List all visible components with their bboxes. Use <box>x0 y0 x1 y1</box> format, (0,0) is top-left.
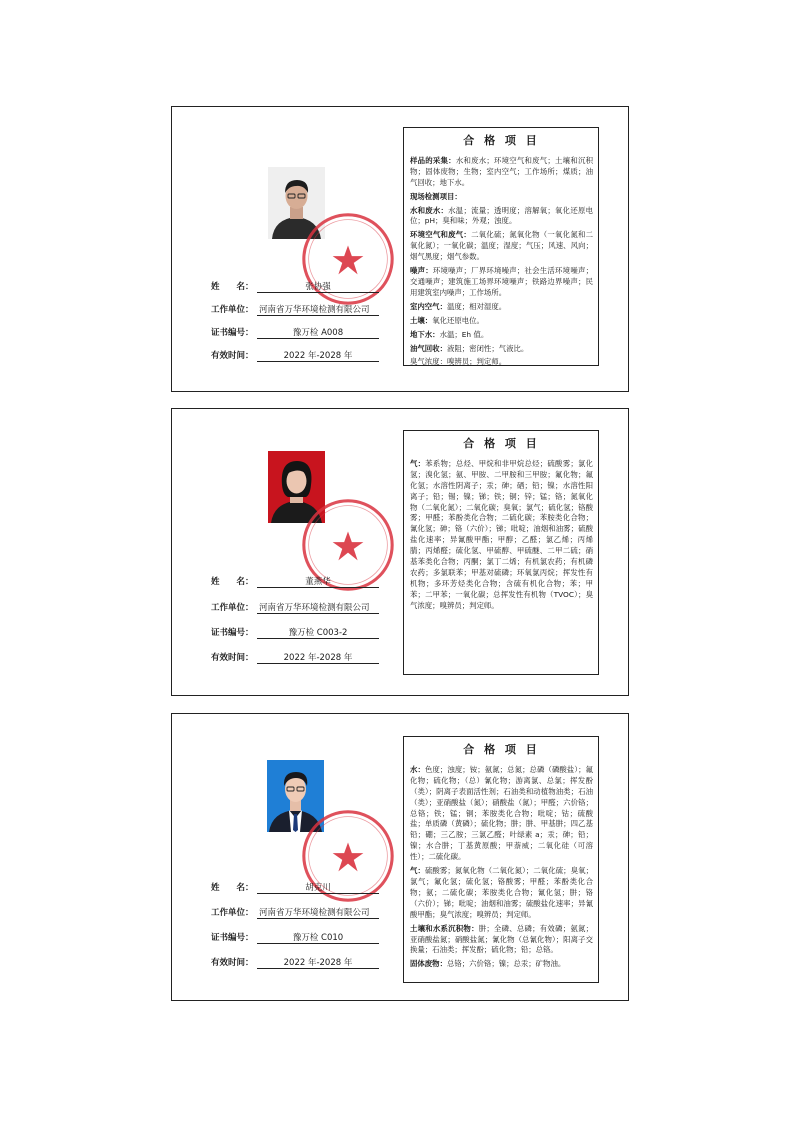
valid-label: 有效时间： <box>211 653 254 663</box>
item-entry: 固体废物：总铬；六价铬；镍；总汞；矿物油。 <box>410 959 566 969</box>
cert-value: 豫万检 A008 <box>257 326 379 339</box>
cert-field <box>211 931 344 943</box>
valid-value: 2022 年-2028 年 <box>257 349 379 362</box>
item-entry: 土壤：氧化还原电位。 <box>410 315 484 325</box>
name-field <box>211 881 331 893</box>
item-entry: 气：苯系物；总烃、甲烷和非甲烷总烃；硫酸雾；氯化氢；溴化氢；氨、甲胺、二甲胺和三甲胺；氟化物；氟化氢；水溶性阴离子；汞；砷；硒；铅；镍；水溶性阳离子；铅；锡；镍；锑；铁；铜；锌；锰；铬；氮氧化物（二氧化氮）；二氧化碳；臭氧；氯气；硫化氢；铬酸雾；甲醛；苯酚类化合物；二硫化碳；苯胺类化合物；氰化氢；砷；铬（六价）；锑；吡啶；油烟和油雾；硫酸盐化速率；异氰酸甲酯；甲醇；乙醛；氯乙烯；丙烯腈；丙烯醛；硫化氢、甲硫醇、甲硫醚、二甲二硫；硝基苯类化合物；丙酮；氯丁二烯；有机氯农药；有机磷农药；多氯联苯；甲基对硫磷；环氧氯丙烷；挥发性有机物；多环芳烃类化合物；含硫有机化合物；苯；甲苯；二甲苯；一氧化碳；总挥发性有机物（TVOC）；臭气浓度；嗅辨员；判定师。 <box>410 458 593 610</box>
name-value: 胡克川 <box>257 881 379 894</box>
certificate-card-3 <box>171 713 629 1001</box>
qualified-items-box <box>403 430 599 675</box>
certificate-card-1 <box>171 106 629 392</box>
unit-field <box>211 906 370 918</box>
cert-value: 豫万检 C010 <box>257 931 379 944</box>
item-entry: 水和废水：水温；流量；透明度；溶解氧；氧化还原电位；pH；臭和味；外观；浊度。 <box>410 205 593 226</box>
cert-label: 证书编号： <box>211 328 254 338</box>
item-entry: 现场检测项目： <box>410 191 462 201</box>
item-entry: 油气回收：液阻；密闭性；气液比。 <box>410 343 529 353</box>
item-entry: 室内空气：温度；相对湿度。 <box>410 301 507 311</box>
unit-value: 河南省万华环境检测有限公司 <box>257 601 379 614</box>
certificate-card-2 <box>171 408 629 696</box>
item-entry: 样品的采集：水和废水；环境空气和废气；土壤和沉积物；固体废物；生物；室内空气；工作场所；煤质；油气回收；地下水。 <box>410 155 593 187</box>
items-title: 合 格 项 目 <box>463 134 540 147</box>
name-label: 姓 名： <box>211 282 254 292</box>
unit-label: 工作单位： <box>211 603 254 613</box>
cert-field <box>211 326 344 338</box>
items-title: 合 格 项 目 <box>463 743 540 756</box>
valid-field <box>211 651 353 663</box>
name-value: 张协强 <box>257 280 379 293</box>
valid-value: 2022 年-2028 年 <box>257 956 379 969</box>
qualified-items-box <box>403 736 599 983</box>
item-entry: 地下水：水温；Eh 值。 <box>410 329 489 339</box>
cert-label: 证书编号： <box>211 628 254 638</box>
name-field <box>211 280 331 292</box>
item-entry: 环境空气和废气：二氧化硫；氮氧化物（一氧化氮和二氧化氮）；一氧化碳；温度；湿度；气压；风速、风向；烟气黑度；烟气参数。 <box>410 230 593 262</box>
item-entry: 气：硫酸雾；氮氧化物（二氧化氮）；二氧化硫；臭氧；氯气；氟化氢；硫化氢；铬酸雾；甲醛；苯酚类化合物；氨；二硫化碳；苯胺类化合物；氰化氢；肼；铬（六价）；锑；吡啶；油烟和油雾；硫酸盐化速率；异氰酸甲酯；臭气浓度；嗅辨员；判定师。 <box>410 866 593 919</box>
cert-value: 豫万检 C003-2 <box>257 626 379 639</box>
unit-value: 河南省万华环境检测有限公司 <box>257 906 379 919</box>
unit-value: 河南省万华环境检测有限公司 <box>257 303 379 316</box>
valid-value: 2022 年-2028 年 <box>257 651 379 664</box>
unit-field <box>211 601 370 613</box>
item-entry: 噪声：环境噪声；厂界环境噪声；社会生活环境噪声；交通噪声；建筑施工场界环境噪声；铁路边界噪声；民用建筑室内噪声；工作场所。 <box>410 266 593 297</box>
cert-field <box>211 626 348 638</box>
valid-label: 有效时间： <box>211 351 254 361</box>
items-title: 合 格 项 目 <box>463 437 540 450</box>
name-label: 姓 名： <box>211 577 254 587</box>
name-field <box>211 575 331 587</box>
unit-label: 工作单位： <box>211 908 254 918</box>
item-entry: 臭气浓度：嗅辨员；判定师。 <box>410 357 507 367</box>
valid-field <box>211 349 353 361</box>
item-entry: 水：色度；浊度；铵；氨氮；总氮；总磷（磷酸盐）；氟化物；硫化物；（总）氰化物；游离氯、总氯；挥发酚（类）；阴离子表面活性剂；石油类和动植物油类；石油（类）；亚硝酸盐（氮）；硝酸盐（氮）；甲醛；六价铬；总铬；铁；锰；铜；苯胺类化合物；吡啶；钴；硫酸盐；单质磷（黄磷）；硫化物；肼；肼、甲基肼；四乙基铅；硼；三乙胺；三氯乙醛；叶绿素 a；汞；砷；铅；镍；水合肼；丁基黄原酸；甲萘威；二氧化硅（可溶性）；二硫化碳。 <box>410 764 593 862</box>
qualified-items-box <box>403 127 599 366</box>
item-entry: 土壤和水系沉积物：肼；全磷、总磷；有效磷；氨氮；亚硝酸盐氮；硝酸盐氮；氰化物（总氰化物）；阳离子交换量；石油类；挥发酚；硫化物；铅；总铬。 <box>410 923 593 955</box>
valid-label: 有效时间： <box>211 958 254 968</box>
name-value: 董燕华 <box>257 575 379 588</box>
name-label: 姓 名： <box>211 883 254 893</box>
unit-label: 工作单位： <box>211 305 254 315</box>
unit-field <box>211 303 370 315</box>
cert-label: 证书编号： <box>211 933 254 943</box>
valid-field <box>211 956 353 968</box>
